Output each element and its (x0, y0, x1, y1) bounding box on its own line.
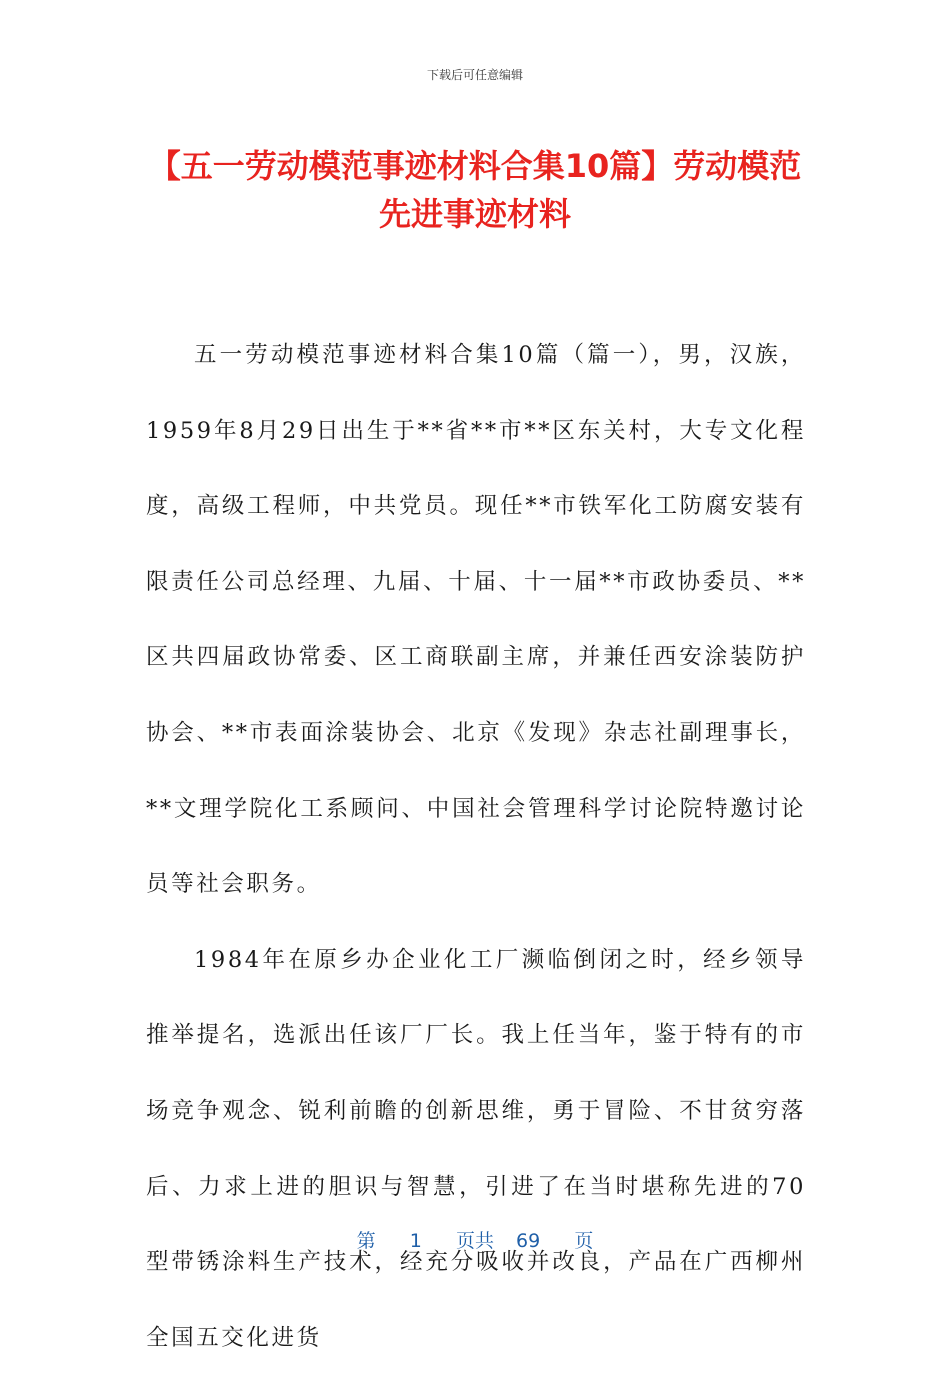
footer-middle: 页共 (455, 1230, 494, 1252)
document-title: 【五一劳动模范事迹材料合集10篇】劳动模范先进事迹材料 (148, 147, 802, 233)
paragraph-2: 1984年在原乡办企业化工厂濒临倒闭之时，经乡领导推举提名，选派出任该厂厂长。我上任当年，鉴于特有的市场竞争观念、锐利前瞻的创新思维，勇于冒险、不甘贫穷落后、力求上进的胆识与智慧，引进了在当时堪称先进的70型带锈涂料生产技术，经充分吸收并改良，产品在广西柳州全国五交化进货 (146, 946, 806, 1351)
total-pages-number: 69 (516, 1230, 541, 1252)
paragraph-1: 五一劳动模范事迹材料合集10篇（篇一），男，汉族，1959年8月29日出生于**省**市**区东关村，大专文化程度，高级工程师，中共党员。现任**市铁军化工防腐安装有限责任公司总经理、九届、十届、十一届**市政协委员、**区共四届政协常委、区工商联副主席，并兼任西安涂装防护协会、**市表面涂装协会、北京《发现》杂志社副理事长，**文理学院化工系顾问、中国社会管理科学讨论院特邀讨论员等社会职务。 (146, 342, 806, 898)
current-page-number: 1 (409, 1230, 422, 1252)
header-note: 下载后可任意编辑 (426, 68, 523, 82)
document-body (146, 318, 806, 1376)
footer-prefix: 第 (356, 1230, 376, 1252)
page-number-footer (0, 1226, 950, 1253)
footer-suffix: 页 (574, 1230, 594, 1252)
